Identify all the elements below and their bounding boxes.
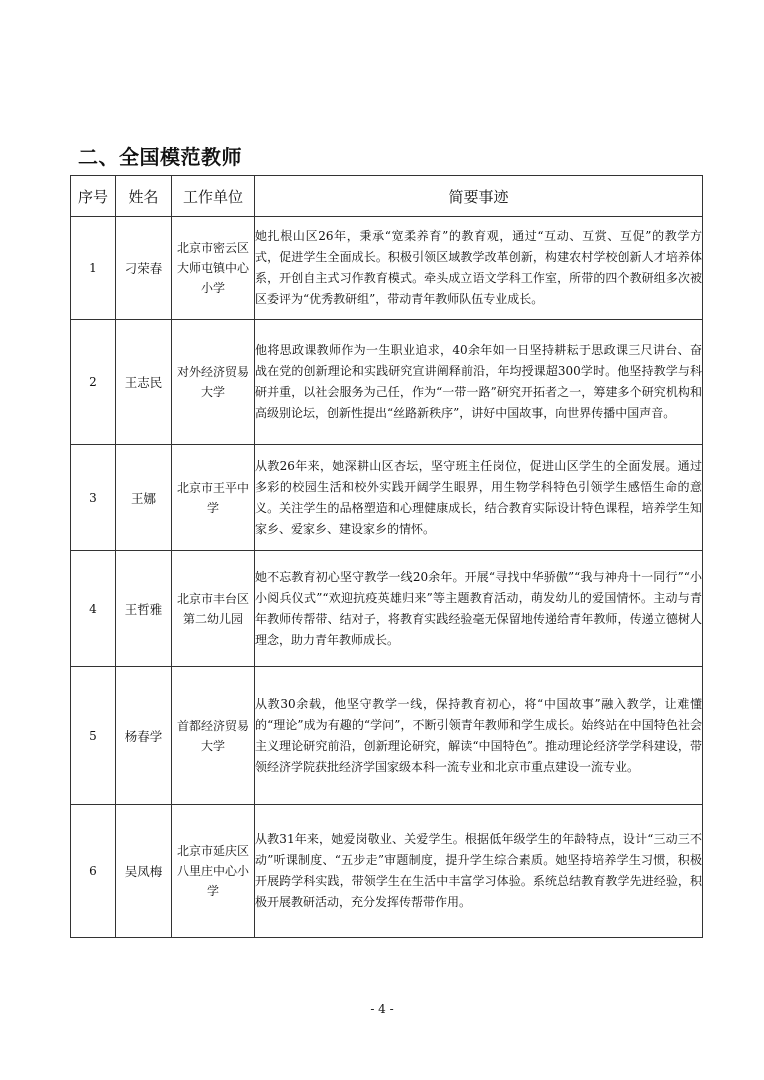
row-name: 王娜 <box>116 445 172 551</box>
table-header-row <box>71 176 703 217</box>
row-unit: 首都经济贸易大学 <box>172 667 255 805</box>
teacher-table <box>70 175 703 938</box>
row-deeds: 从教30余载，他坚守教学一线，保持教育初心，将“中国故事”融入教学，让难懂的“理论”成为有趣的“学问”，不断引领青年教师和学生成长。始终站在中国特色社会主义理论研究前沿，创新理论研究，解读“中国特色”。推动理论经济学学科建设，带领经济学院获批经济学国家级本科一流专业和北京市重点建设一流专业。 <box>255 667 703 805</box>
row-num: 4 <box>71 551 116 667</box>
row-name: 吴凤梅 <box>116 805 172 938</box>
section-title: 二、全国模范教师 <box>78 145 242 169</box>
row-name: 王哲雅 <box>116 551 172 667</box>
row-name: 刁荣春 <box>116 217 172 320</box>
row-deeds: 她扎根山区26年，秉承“宽柔养育”的教育观，通过“互动、互赏、互促”的教学方式，促进学生全面成长。积极引领区域教学改革创新，构建农村学校创新人才培养体系，开创自主式习作教育模式。牵头成立语文学科工作室，所带的四个教研组多次被区委评为“优秀教研组”，带动青年教师队伍专业成长。 <box>255 217 703 320</box>
table-row <box>71 445 703 551</box>
header-deeds: 简要事迹 <box>255 176 703 217</box>
table-row <box>71 551 703 667</box>
row-unit: 北京市丰台区第二幼儿园 <box>172 551 255 667</box>
row-name: 杨春学 <box>116 667 172 805</box>
row-deeds: 从教26年来，她深耕山区杏坛，坚守班主任岗位，促进山区学生的全面发展。通过多彩的校园生活和校外实践开阔学生眼界，用生物学科特色引领学生感悟生命的意义。关注学生的品格塑造和心理健康成长，结合教育实际设计特色课程，培养学生知家乡、爱家乡、建设家乡的情怀。 <box>255 445 703 551</box>
row-num: 2 <box>71 320 116 445</box>
row-num: 3 <box>71 445 116 551</box>
row-name: 王志民 <box>116 320 172 445</box>
row-num: 1 <box>71 217 116 320</box>
row-num: 5 <box>71 667 116 805</box>
table-row <box>71 320 703 445</box>
row-unit: 北京市王平中学 <box>172 445 255 551</box>
row-unit: 北京市密云区大师屯镇中心小学 <box>172 217 255 320</box>
row-deeds: 他将思政课教师作为一生职业追求，40余年如一日坚持耕耘于思政课三尺讲台、奋战在党的创新理论和实践研究宣讲阐释前沿，年均授课超300学时。他坚持教学与科研并重，以社会服务为己任，作为“一带一路”研究开拓者之一，筹建多个研究机构和高级别论坛，创新性提出“丝路新秩序”，讲好中国故事，向世界传播中国声音。 <box>255 320 703 445</box>
table-row <box>71 217 703 320</box>
row-deeds: 她不忘教育初心坚守教学一线20余年。开展“寻找中华骄傲”“我与神舟十一同行”“小小阅兵仪式”“欢迎抗疫英雄归来”等主题教育活动，萌发幼儿的爱国情怀。主动与青年教师传帮带、结对子，将教育实践经验毫无保留地传递给青年教师，传递立德树人理念，助力青年教师成长。 <box>255 551 703 667</box>
header-name: 姓名 <box>116 176 172 217</box>
row-num: 6 <box>71 805 116 938</box>
page-number: - 4 - <box>370 1002 394 1016</box>
header-unit: 工作单位 <box>172 176 255 217</box>
row-unit: 对外经济贸易大学 <box>172 320 255 445</box>
table-row <box>71 805 703 938</box>
table-row <box>71 667 703 805</box>
row-unit: 北京市延庆区八里庄中心小学 <box>172 805 255 938</box>
header-num: 序号 <box>71 176 116 217</box>
row-deeds: 从教31年来，她爱岗敬业、关爱学生。根据低年级学生的年龄特点，设计“三动三不动”听课制度、“五步走”审题制度，提升学生综合素质。她坚持培养学生习惯，积极开展跨学科实践，带领学生在生活中丰富学习体验。系统总结教育教学先进经验，积极开展教研活动，充分发挥传帮带作用。 <box>255 805 703 938</box>
